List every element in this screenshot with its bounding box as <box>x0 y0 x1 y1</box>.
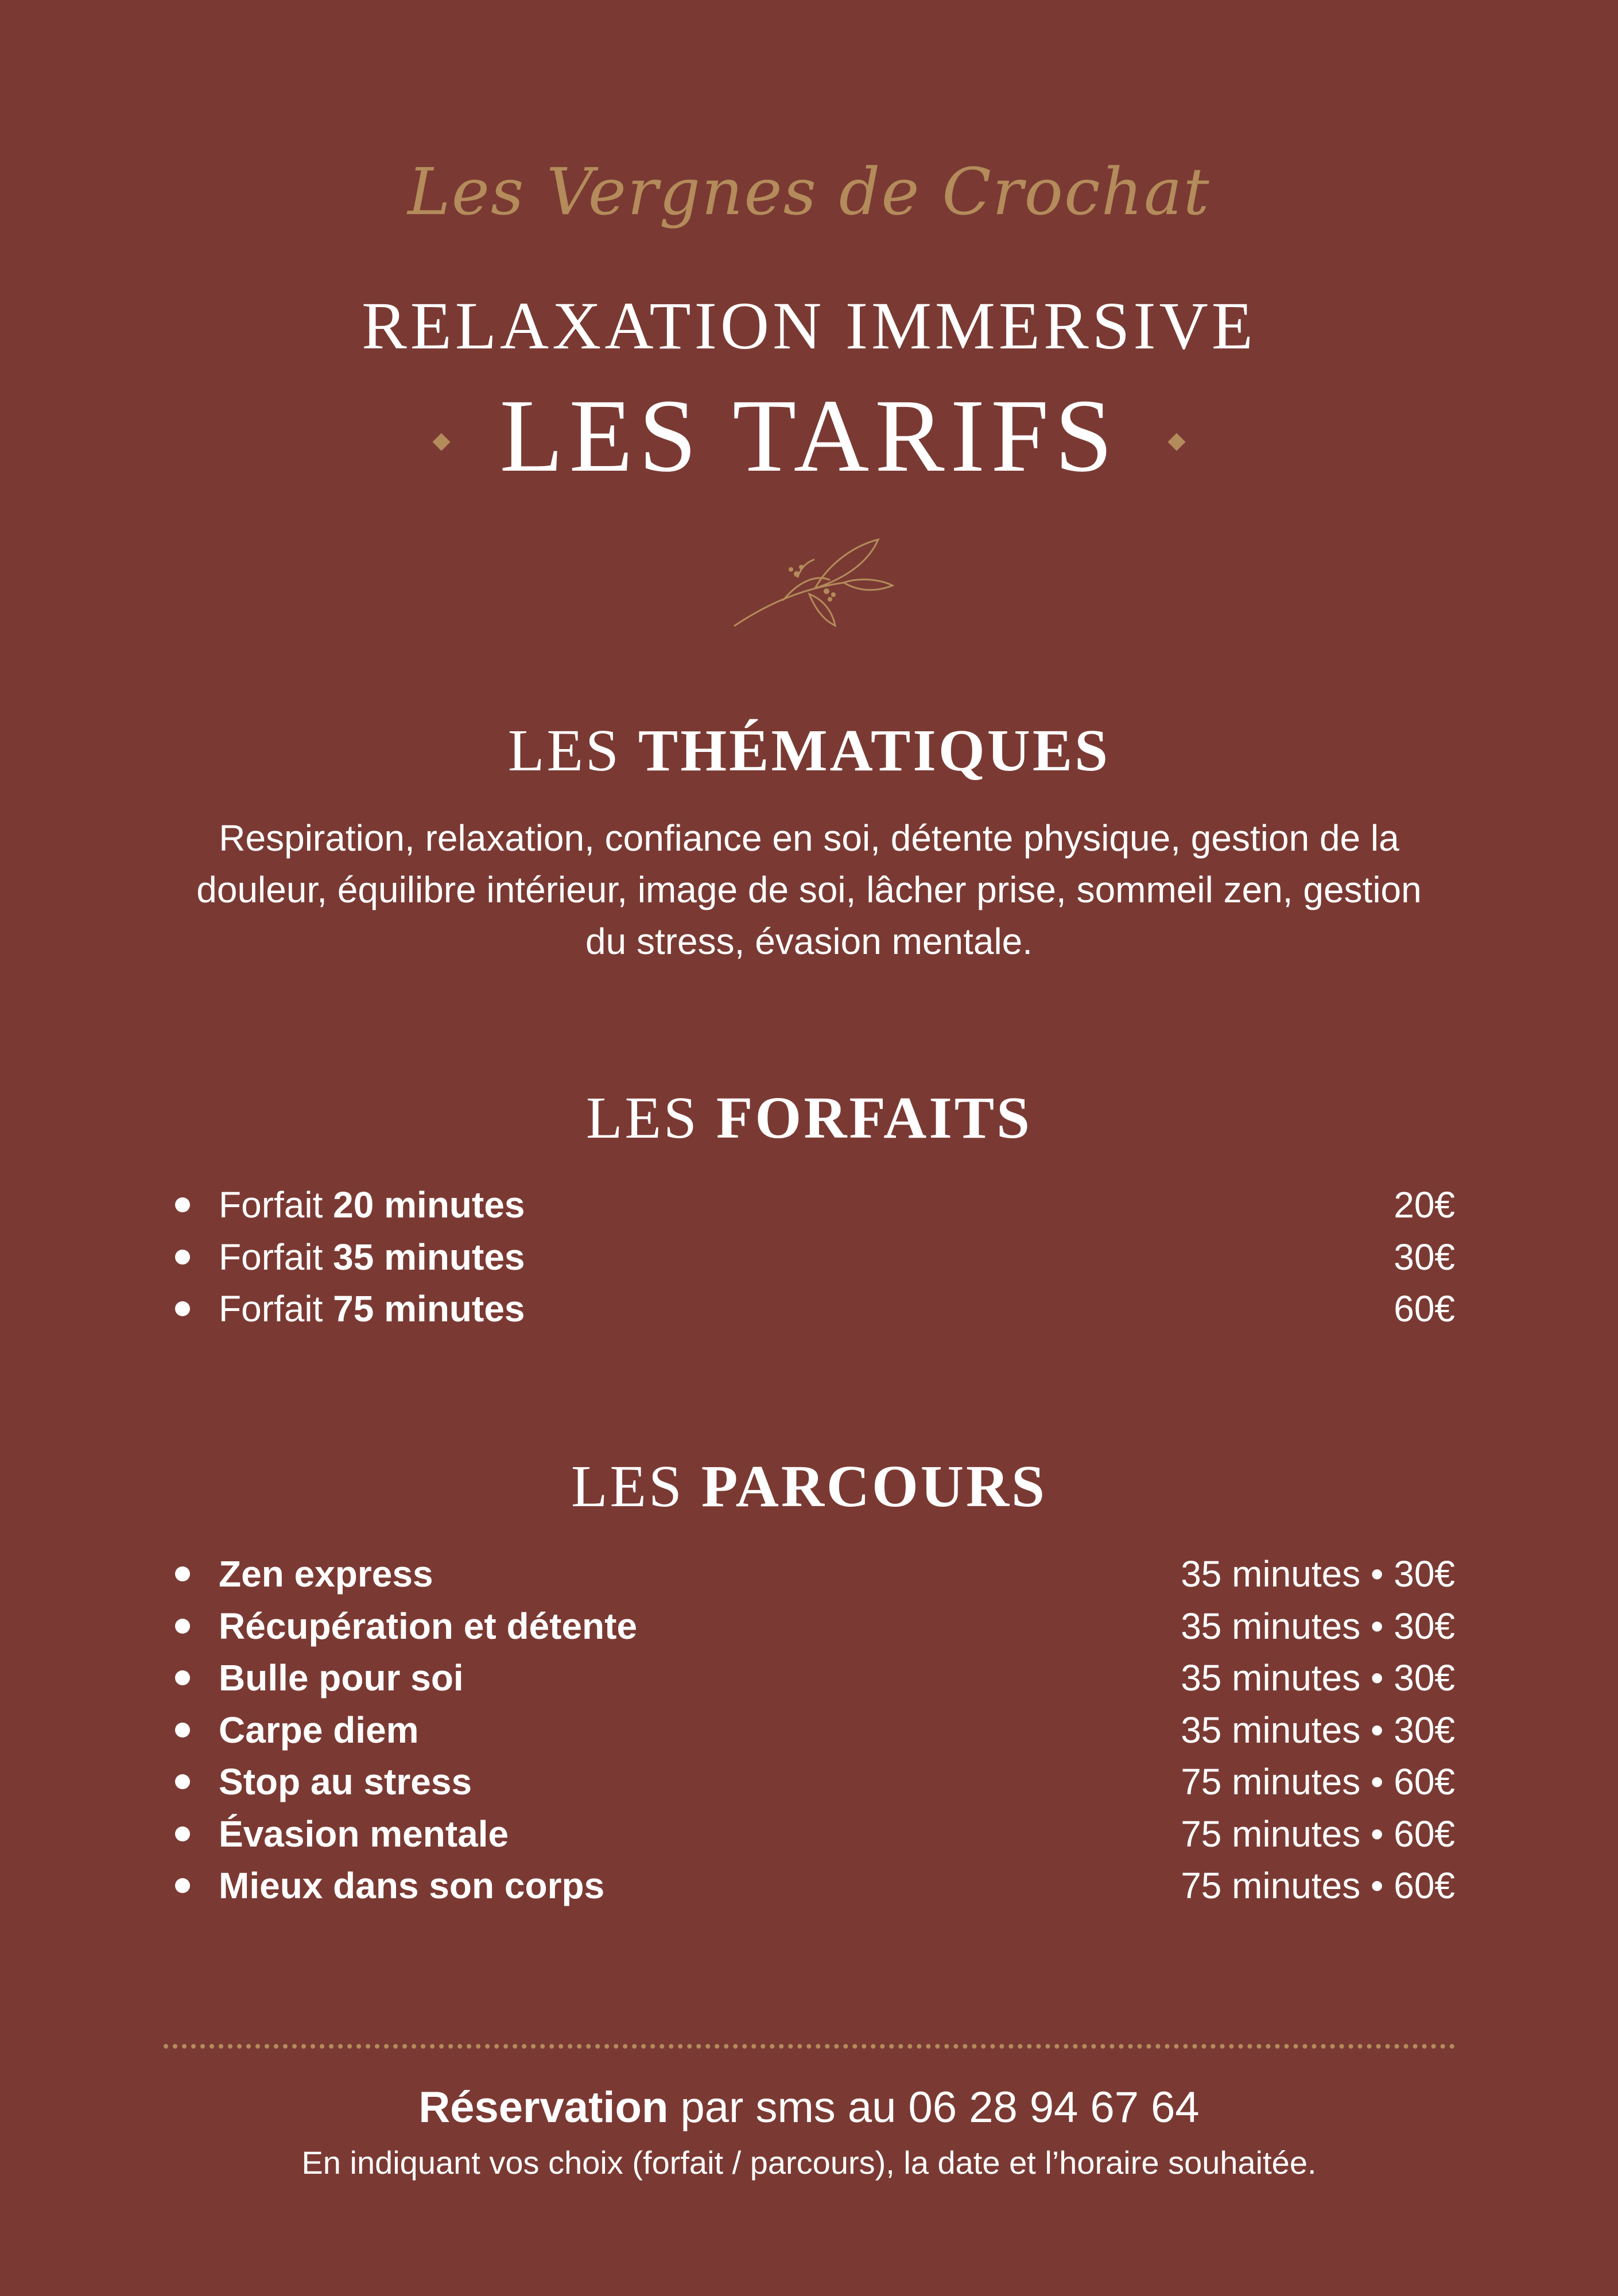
reservation-label: Réservation <box>418 2083 669 2132</box>
list-item <box>175 1548 1455 1600</box>
section-title-prefix: LES <box>585 1085 699 1151</box>
list-item <box>175 1860 1455 1912</box>
forfait-price: 20€ <box>1394 1184 1455 1226</box>
forfait-prefix: Forfait <box>219 1184 323 1226</box>
thematiques-text: Respiration, relaxation, confiance en soi, détente physique, gestion de la douleur, équilibre intérieur, image de soi, lâcher prise, sommeil zen, gestion du stress, évasion mentale. <box>196 817 1422 962</box>
list-item <box>175 1652 1455 1704</box>
title-row <box>0 373 1618 499</box>
parcours-detail: 75 minutes • 60€ <box>1181 1865 1455 1907</box>
parcours-name: Mieux dans son corps <box>219 1865 605 1907</box>
forfait-duration: 75 minutes <box>333 1288 525 1330</box>
bullet-icon <box>175 1197 190 1212</box>
dotted-divider <box>164 2044 1455 2049</box>
bullet-icon <box>175 1566 190 1581</box>
list-item <box>175 1231 1455 1283</box>
bullet-icon <box>175 1301 190 1316</box>
section-title-main: THÉMATIQUES <box>638 718 1111 784</box>
parcours-list <box>175 1548 1455 1912</box>
bullet-icon <box>175 1670 190 1685</box>
section-title-main: FORFAITS <box>716 1085 1033 1151</box>
page-subtitle: RELAXATION IMMERSIVE <box>362 288 1256 363</box>
list-item <box>175 1808 1455 1860</box>
diamond-ornament-right <box>1167 433 1185 451</box>
forfait-duration: 35 minutes <box>333 1236 525 1278</box>
section-title-forfaits <box>0 1084 1618 1152</box>
bullet-icon <box>175 1774 190 1789</box>
parcours-name: Récupération et détente <box>219 1605 638 1647</box>
reservation-phone: par sms au 06 28 94 67 64 <box>680 2083 1200 2132</box>
section-title-main: PARCOURS <box>701 1453 1047 1519</box>
bullet-icon <box>175 1878 190 1893</box>
section-title-prefix: LES <box>571 1453 684 1519</box>
section-title-prefix: LES <box>507 718 621 784</box>
parcours-detail: 35 minutes • 30€ <box>1181 1553 1455 1595</box>
parcours-name: Évasion mentale <box>219 1813 509 1855</box>
forfaits-list <box>175 1179 1455 1335</box>
list-item <box>175 1179 1455 1231</box>
list-item <box>175 1600 1455 1653</box>
section-title-thematiques <box>0 716 1618 785</box>
forfait-prefix: Forfait <box>219 1288 323 1330</box>
parcours-name: Stop au stress <box>219 1761 472 1803</box>
leaf-sprig-icon <box>729 528 895 637</box>
bullet-icon <box>175 1619 190 1634</box>
parcours-detail: 35 minutes • 30€ <box>1181 1605 1455 1647</box>
list-item <box>175 1704 1455 1756</box>
bullet-icon <box>175 1250 190 1265</box>
reservation-line <box>0 2082 1618 2132</box>
section-title-parcours <box>0 1452 1618 1521</box>
forfait-price: 60€ <box>1394 1288 1455 1330</box>
parcours-detail: 35 minutes • 30€ <box>1181 1709 1455 1751</box>
list-item <box>175 1756 1455 1808</box>
parcours-detail: 75 minutes • 60€ <box>1181 1761 1455 1803</box>
parcours-detail: 75 minutes • 60€ <box>1181 1813 1455 1855</box>
bullet-icon <box>175 1826 190 1841</box>
page-title: LES TARIFS <box>499 378 1119 494</box>
parcours-detail: 35 minutes • 30€ <box>1181 1657 1455 1699</box>
forfait-price: 30€ <box>1394 1236 1455 1278</box>
diamond-ornament-left <box>433 433 451 451</box>
parcours-name: Zen express <box>219 1553 433 1595</box>
bullet-icon <box>175 1723 190 1737</box>
parcours-name: Bulle pour soi <box>219 1657 464 1699</box>
list-item <box>175 1283 1455 1335</box>
parcours-name: Carpe diem <box>219 1709 419 1751</box>
brand-logo: Les Vergnes de Crochat <box>408 155 1210 230</box>
forfait-prefix: Forfait <box>219 1236 323 1278</box>
forfait-duration: 20 minutes <box>333 1184 525 1226</box>
reservation-note: En indiquant vos choix (forfait / parcours), la date et l’horaire souhaitée. <box>301 2144 1317 2181</box>
